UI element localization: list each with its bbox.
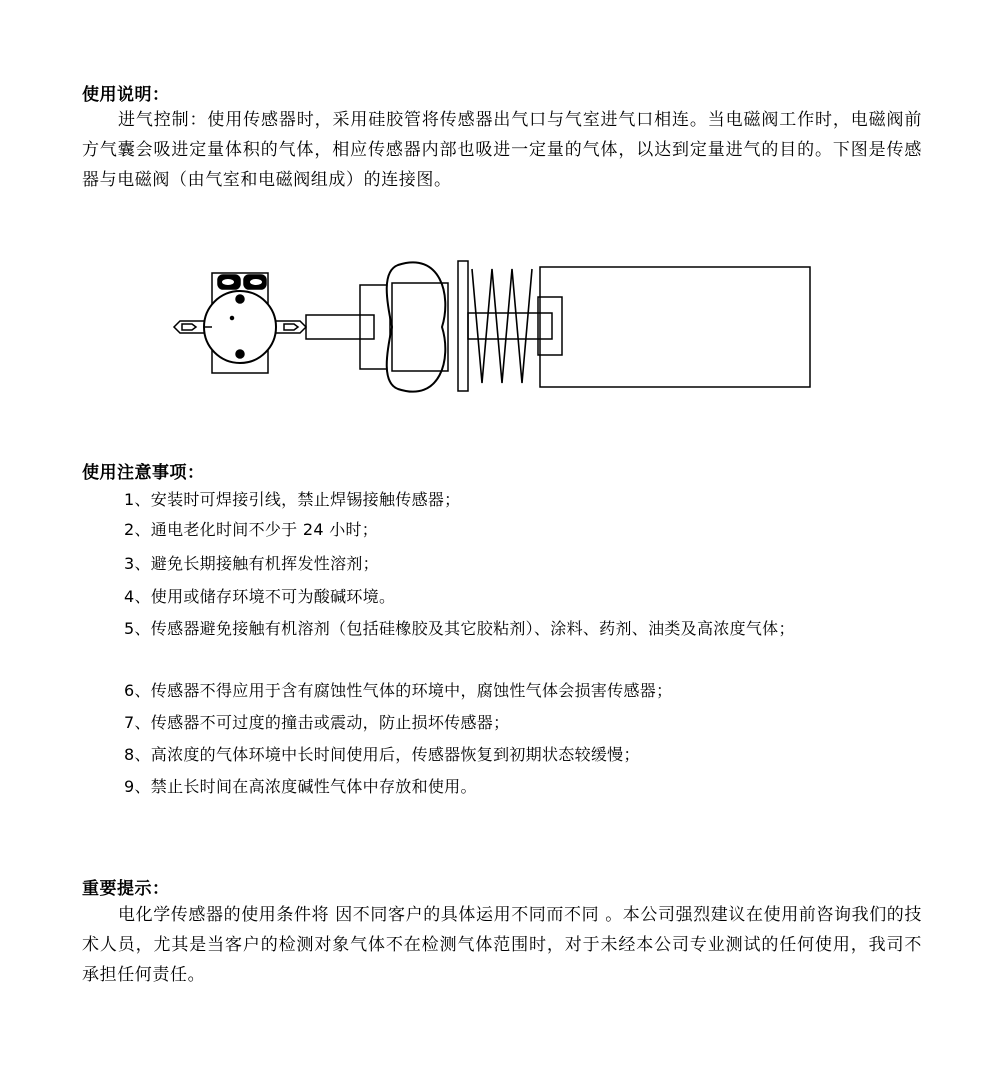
sensor-inlet-arrow <box>182 324 196 330</box>
important-paragraph: 电化学传感器的使用条件将 因不同客户的具体运用不同而不同 。本公司强烈建议在使用前咨询我们的技术人员，尤其是当客户的检测对象气体不在检测气体范围时，对于未经本公司专业测试的任何使用，我司不承担任何责任。 <box>82 905 923 985</box>
precaution-item-1: 1、安装时可焊接引线，禁止焊锡接触传感器； <box>124 490 461 509</box>
sensor-cap-hole-right <box>250 279 262 285</box>
connecting-tube <box>306 315 374 339</box>
usage-title: 使用说明： <box>82 85 170 105</box>
precaution-item-9: 9、禁止长时间在高浓度碱性气体中存放和使用。 <box>124 777 477 796</box>
sensor-solenoid-connection-diagram <box>160 255 820 405</box>
precaution-item-3: 3、避免长期接触有机挥发性溶剂； <box>124 554 379 573</box>
precaution-item-4: 4、使用或储存环境不可为酸碱环境。 <box>124 587 396 606</box>
sensor-pin-top <box>236 295 244 303</box>
coil-collar <box>538 297 562 355</box>
important-title: 重要提示： <box>82 879 170 899</box>
sensor-cap-hole-left <box>222 279 234 285</box>
solenoid-coil-body <box>540 267 810 387</box>
solenoid-plate <box>458 261 468 391</box>
precaution-item-5: 5、传感器避免接触有机溶剂（包括硅橡胶及其它胶粘剂）、涂料、药剂、油类及高浓度气体； <box>124 619 795 638</box>
gas-chamber-inlet <box>360 285 390 369</box>
precaution-item-8: 8、高浓度的气体环境中长时间使用后，传感器恢复到初期状态较缓慢； <box>124 745 640 764</box>
precaution-item-7: 7、传感器不可过度的撞击或震动，防止损坏传感器； <box>124 713 510 732</box>
solenoid-spring <box>472 269 532 383</box>
gas-chamber-bellows <box>387 262 446 391</box>
sensor-pin-bottom <box>236 350 244 358</box>
precautions-title: 使用注意事项： <box>82 463 205 483</box>
precaution-item-6: 6、传感器不得应用于含有腐蚀性气体的环境中，腐蚀性气体会损害传感器； <box>124 681 673 700</box>
precaution-item-2: 2、通电老化时间不少于 24 小时； <box>124 520 379 539</box>
sensor-pin-mid <box>231 317 234 320</box>
usage-paragraph: 进气控制：使用传感器时，采用硅胶管将传感器出气口与气室进气口相连。当电磁阀工作时，电磁阀前方气囊会吸进定量体积的气体，相应传感器内部也吸进一定量的气体，以达到定量进气的目的。下图是传感器与电磁阀（由气室和电磁阀组成）的连接图。 <box>82 110 922 190</box>
sensor-outlet-arrow <box>284 324 298 330</box>
